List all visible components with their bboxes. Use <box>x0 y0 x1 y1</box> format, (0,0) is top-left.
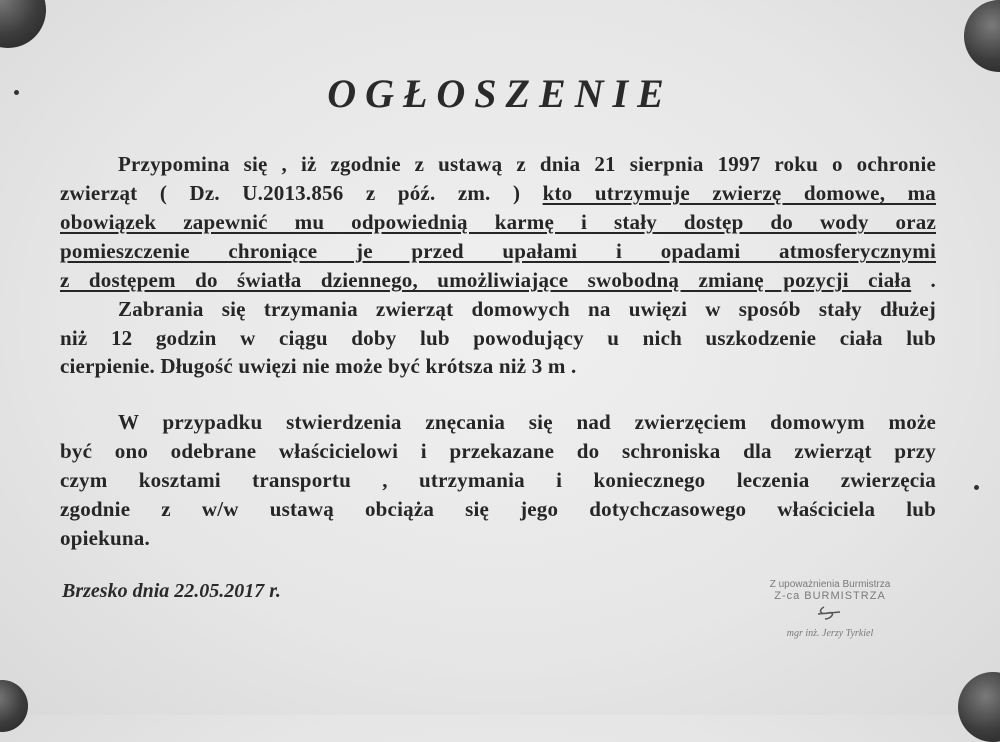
body-text: . <box>911 268 937 292</box>
body-line-underlined: pomieszczenie chroniące je przed upałami i opadami atmosferycznymi <box>60 239 936 263</box>
body-line <box>60 180 936 206</box>
body-line: zgodnie z w/w ustawą obciąża się jego dotychczasowego właściciela lub <box>60 497 936 521</box>
body-line: czym kosztami transportu , utrzymania i koniecznego leczenia zwierzęcia <box>60 468 936 492</box>
underlined-text: z dostępem do światła dziennego, umożliwiające swobodną zmianę pozycji ciała <box>60 268 912 292</box>
magnet-bottom-left <box>0 680 28 732</box>
body-line <box>60 267 936 293</box>
magnet-bottom-right <box>958 672 1000 742</box>
magnet-top-left <box>0 0 46 48</box>
body-line: Przypomina się , iż zgodnie z ustawą z dnia 21 sierpnia 1997 roku o ochronie <box>118 152 936 176</box>
body-line: Zabrania się trzymania zwierząt domowych na uwięzi w sposób stały dłużej <box>118 297 936 321</box>
dust-speck <box>974 485 979 490</box>
body-text: zwierząt ( Dz. U.2013.856 z póź. zm. ) <box>60 181 543 205</box>
body-line-underlined: obowiązek zapewnić mu odpowiednią karmę i stały dostęp do wody oraz <box>60 210 936 234</box>
handwritten-signature <box>810 604 850 622</box>
body-line: W przypadku stwierdzenia znęcania się nad zwierzęciem domowym może <box>118 410 936 434</box>
underlined-text: kto utrzymuje zwierzę domowe, ma <box>542 181 936 205</box>
body-line: cierpienie. Długość uwięzi nie może być krótsza niż 3 m . <box>60 354 577 378</box>
body-line: opiekuna. <box>60 526 150 550</box>
body-line: być ono odebrane właścicielowi i przekazane do schroniska dla zwierząt przy <box>60 439 936 463</box>
place-and-date: Brzesko dnia 22.05.2017 r. <box>62 580 281 602</box>
magnet-top-right <box>964 0 1000 72</box>
stamp-position: Z-ca BURMISTRZA <box>774 590 886 602</box>
notice-title: OGŁOSZENIE <box>327 71 673 116</box>
body-line: niż 12 godzin w ciągu doby lub powodujący u nich uszkodzenie ciała lub <box>60 326 936 350</box>
signature-stamp <box>740 575 920 639</box>
stamp-authority: Z upoważnienia Burmistrza <box>769 579 891 590</box>
stamp-name: mgr inż. Jerzy Tyrkiel <box>786 628 874 639</box>
